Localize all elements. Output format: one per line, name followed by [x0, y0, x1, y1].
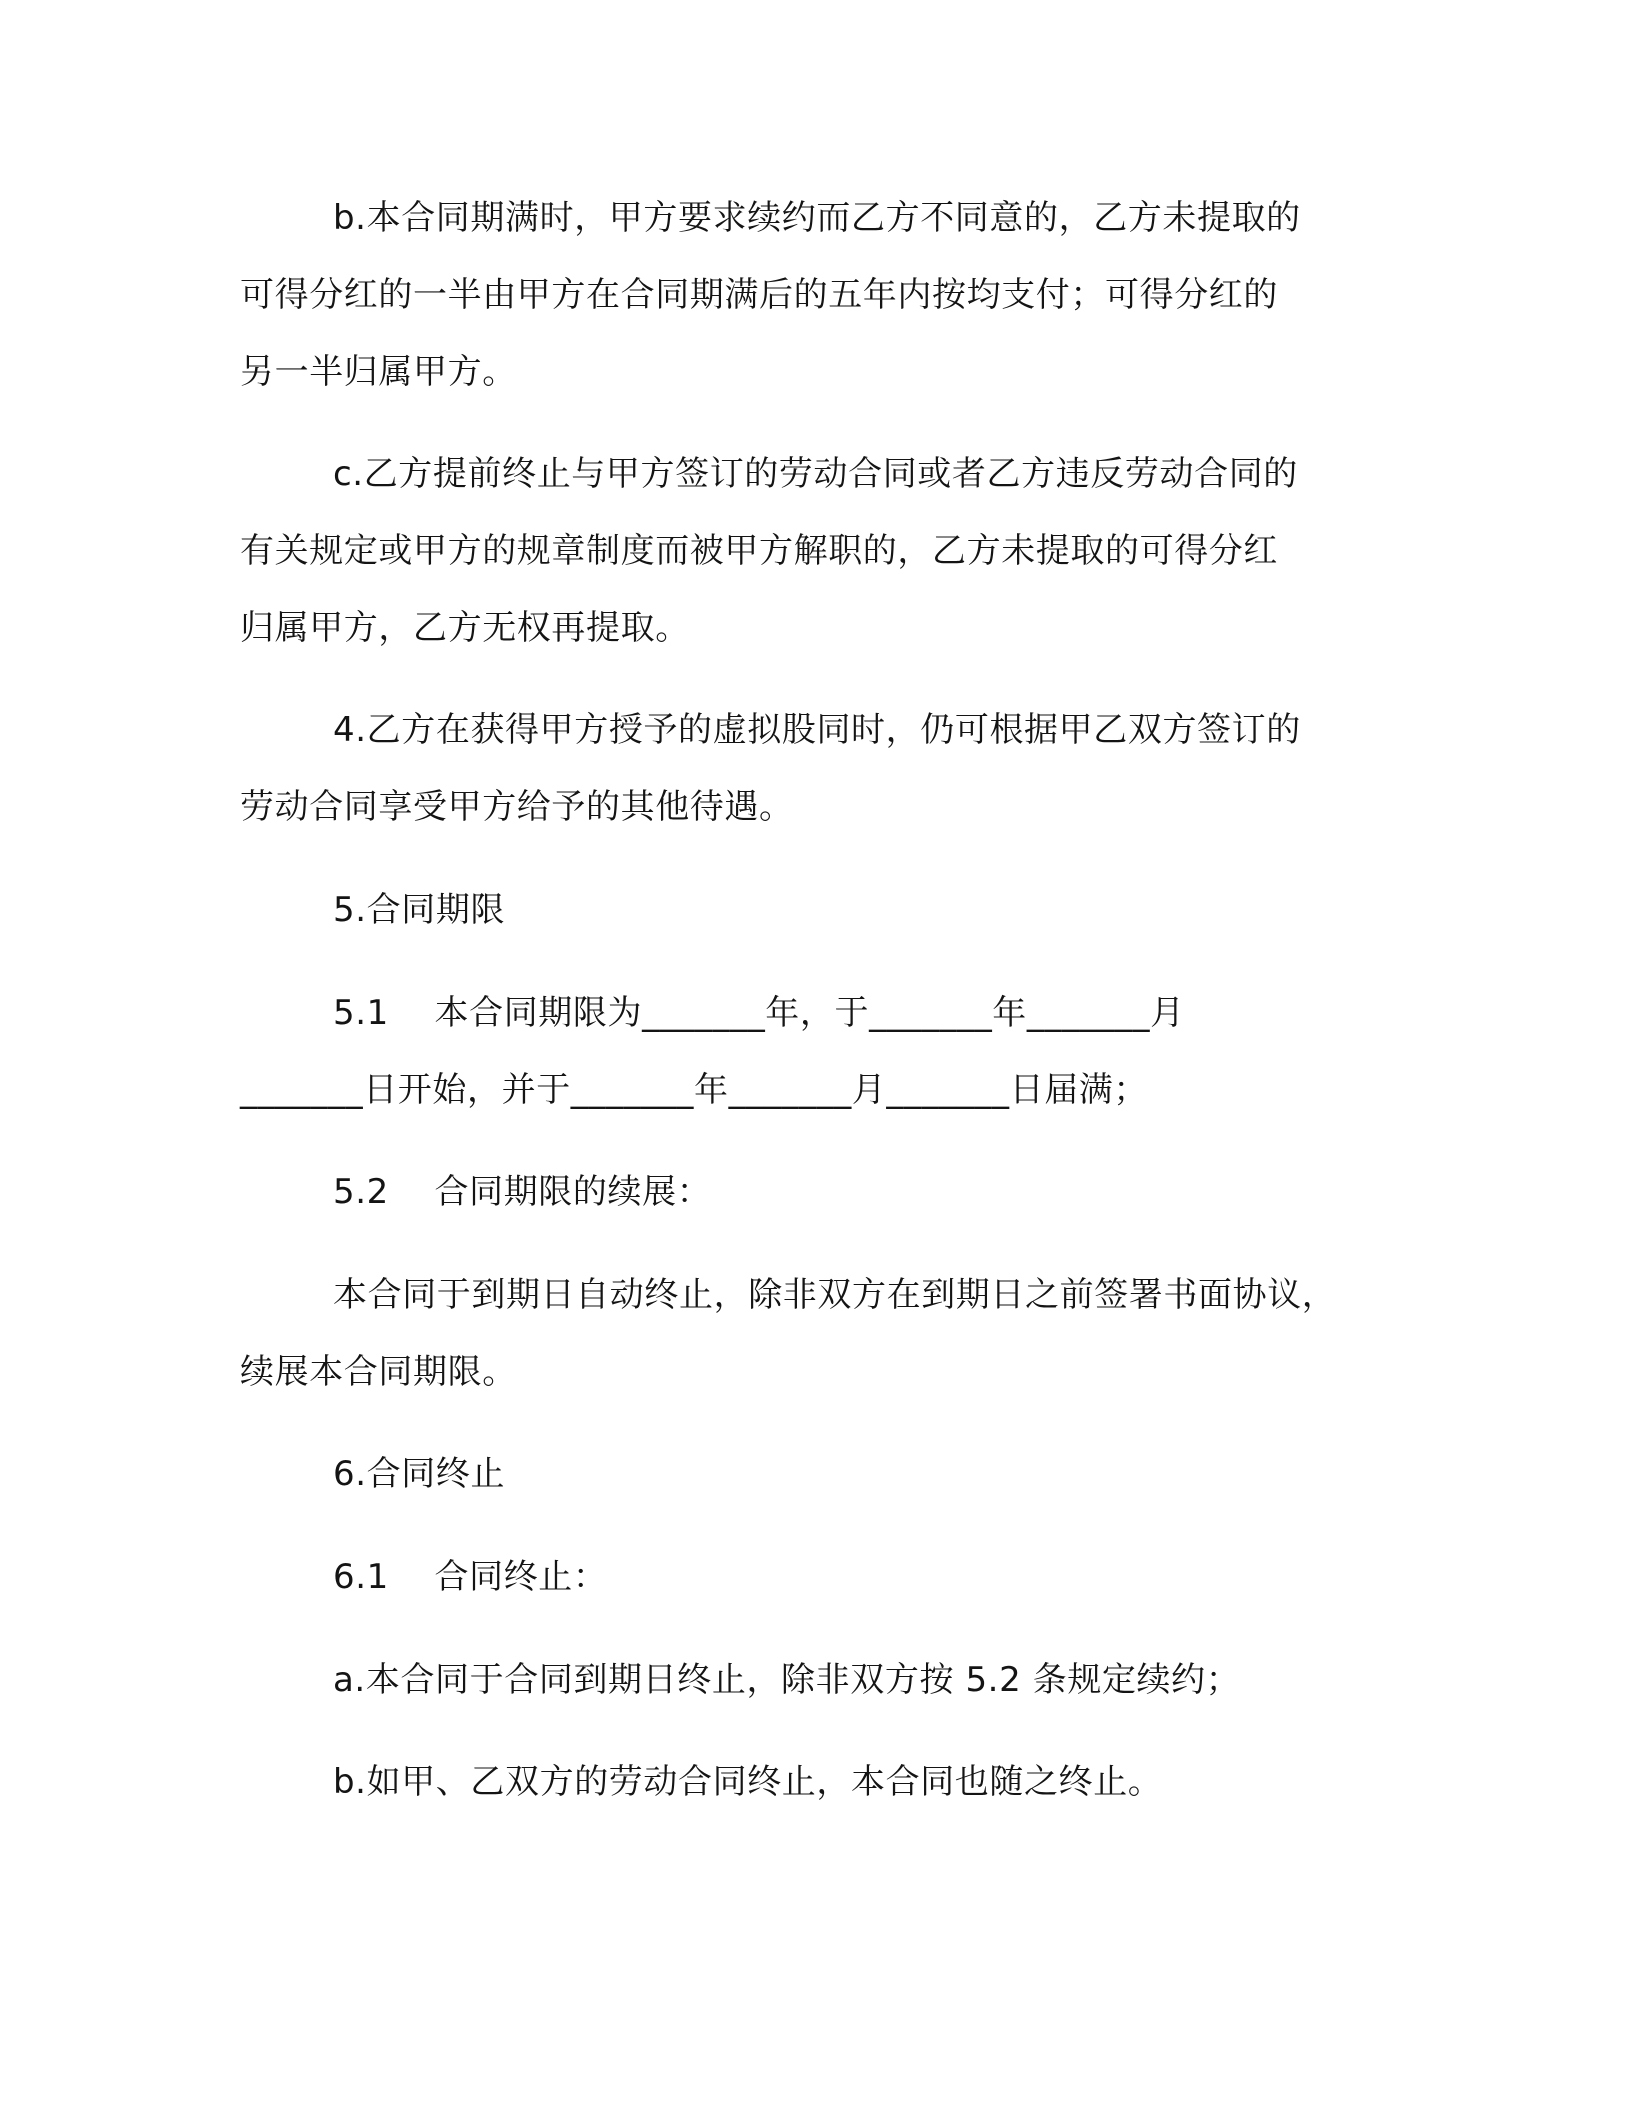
- clause-b-line-1: b.本合同期满时，甲方要求续约而乙方不同意的，乙方未提取的: [333, 198, 1301, 238]
- clause-6-1-heading: 6.1 合同终止：: [333, 1557, 608, 1597]
- clause-5-2-heading: 5.2 合同期限的续展：: [333, 1172, 712, 1212]
- clause-5-2-body-line-1: 本合同于到期日自动终止，除非双方在到期日之前签署书面协议，: [333, 1275, 1337, 1315]
- clause-5-1-line-1: 5.1 本合同期限为_______年，于_______年_______月: [333, 993, 1185, 1033]
- section-5-heading: 5.合同期限: [333, 890, 506, 930]
- clause-6-1-a: a.本合同于合同到期日终止，除非双方按 5.2 条规定续约；: [333, 1660, 1241, 1700]
- clause-c-line-2: 有关规定或甲方的规章制度而被甲方解职的，乙方未提取的可得分红: [240, 531, 1278, 571]
- clause-5-2-body-line-2: 续展本合同期限。: [240, 1352, 517, 1392]
- clause-4-line-2: 劳动合同享受甲方给予的其他待遇。: [240, 787, 794, 827]
- section-6-heading: 6.合同终止: [333, 1454, 506, 1494]
- clause-c-line-3: 归属甲方，乙方无权再提取。: [240, 608, 690, 648]
- clause-b-line-3: 另一半归属甲方。: [240, 352, 517, 392]
- clause-4-line-1: 4.乙方在获得甲方授予的虚拟股同时，仍可根据甲乙双方签订的: [333, 710, 1301, 750]
- clause-c-line-1: c.乙方提前终止与甲方签订的劳动合同或者乙方违反劳动合同的: [333, 454, 1298, 494]
- clause-b-line-2: 可得分红的一半由甲方在合同期满后的五年内按均支付；可得分红的: [240, 275, 1278, 315]
- clause-5-1-line-2: _______日开始，并于_______年_______月_______日届满；: [240, 1070, 1148, 1110]
- clause-6-1-b: b.如甲、乙双方的劳动合同终止，本合同也随之终止。: [333, 1762, 1163, 1802]
